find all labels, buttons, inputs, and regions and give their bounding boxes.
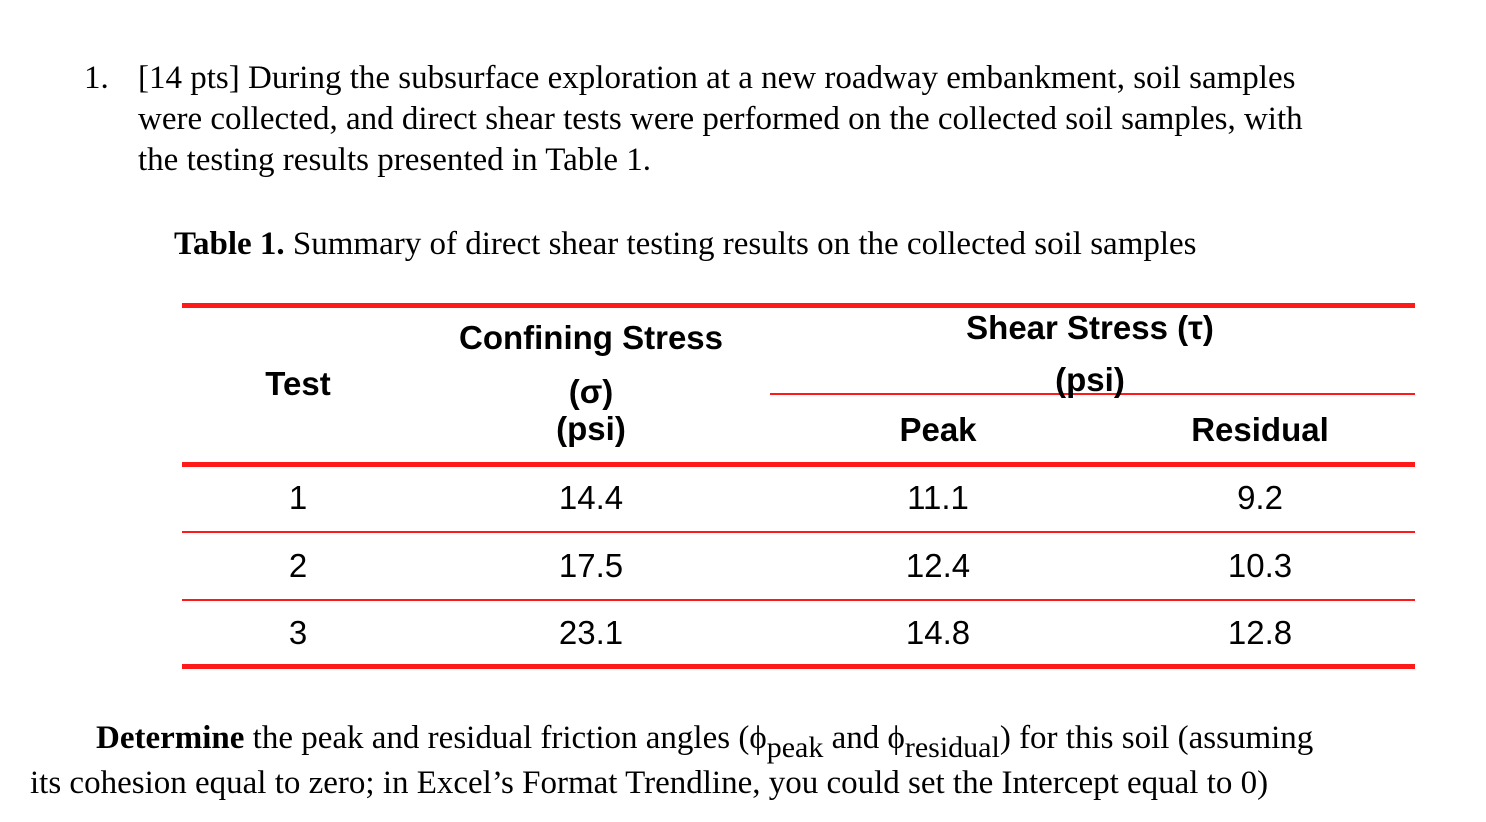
table-bottom-rule <box>182 664 1415 669</box>
row-1-confining: 14.4 <box>558 479 624 516</box>
question-sub-peak: peak <box>766 731 824 764</box>
row-3-residual: 12.8 <box>1227 614 1293 651</box>
row-2-rule <box>182 599 1415 601</box>
table-caption-text: Summary of direct shear testing results on the collected soil samples <box>284 226 1197 262</box>
header-residual: Residual <box>1191 411 1329 448</box>
row-2-residual: 10.3 <box>1227 547 1293 584</box>
problem-line-2: were collected, and direct shear tests were performed on the collected soil samples, with <box>138 101 1303 137</box>
header-bottom-rule <box>182 462 1415 467</box>
header-shear-line-2: (psi) <box>1055 361 1125 398</box>
question-line-1 <box>30 716 1450 764</box>
question-bold-word: Determine <box>96 720 245 756</box>
row-2-peak: 12.4 <box>905 547 971 584</box>
question-part-3: ) for this soil (assuming <box>999 720 1314 756</box>
row-3-test: 3 <box>288 614 308 651</box>
question-part-2: and ϕ <box>823 720 905 756</box>
row-1-peak: 11.1 <box>907 479 969 516</box>
row-1-test: 1 <box>288 479 308 516</box>
header-shear-line-1: Shear Stress (τ) <box>966 309 1214 346</box>
row-3-peak: 14.8 <box>905 614 971 651</box>
problem-number: 1. <box>84 60 109 96</box>
row-1-residual: 9.2 <box>1237 479 1283 516</box>
question-part-1: the peak and residual friction angles (ϕ <box>244 720 767 756</box>
question <box>30 716 1450 805</box>
row-3-confining: 23.1 <box>558 614 624 651</box>
header-peak: Peak <box>899 411 977 448</box>
table-caption-label: Table 1. <box>174 226 285 262</box>
header-test: Test <box>265 365 331 402</box>
header-confining-line-1: Confining Stress <box>458 319 724 356</box>
header-confining-line-2: (σ) <box>568 373 614 410</box>
row-2-confining: 17.5 <box>558 547 624 584</box>
question-sub-residual: residual <box>904 731 1000 764</box>
row-1-rule <box>182 531 1415 533</box>
header-confining-line-3: (psi) <box>556 410 626 447</box>
row-2-test: 2 <box>288 547 308 584</box>
question-line-2: its cohesion equal to zero; in Excel’s Format Trendline, you could set the Intercept equal to 0) <box>30 765 1269 801</box>
problem-line-1: [14 pts] During the subsurface exploration at a new roadway embankment, soil samples <box>138 60 1296 96</box>
problem-line-3: the testing results presented in Table 1. <box>138 142 652 178</box>
